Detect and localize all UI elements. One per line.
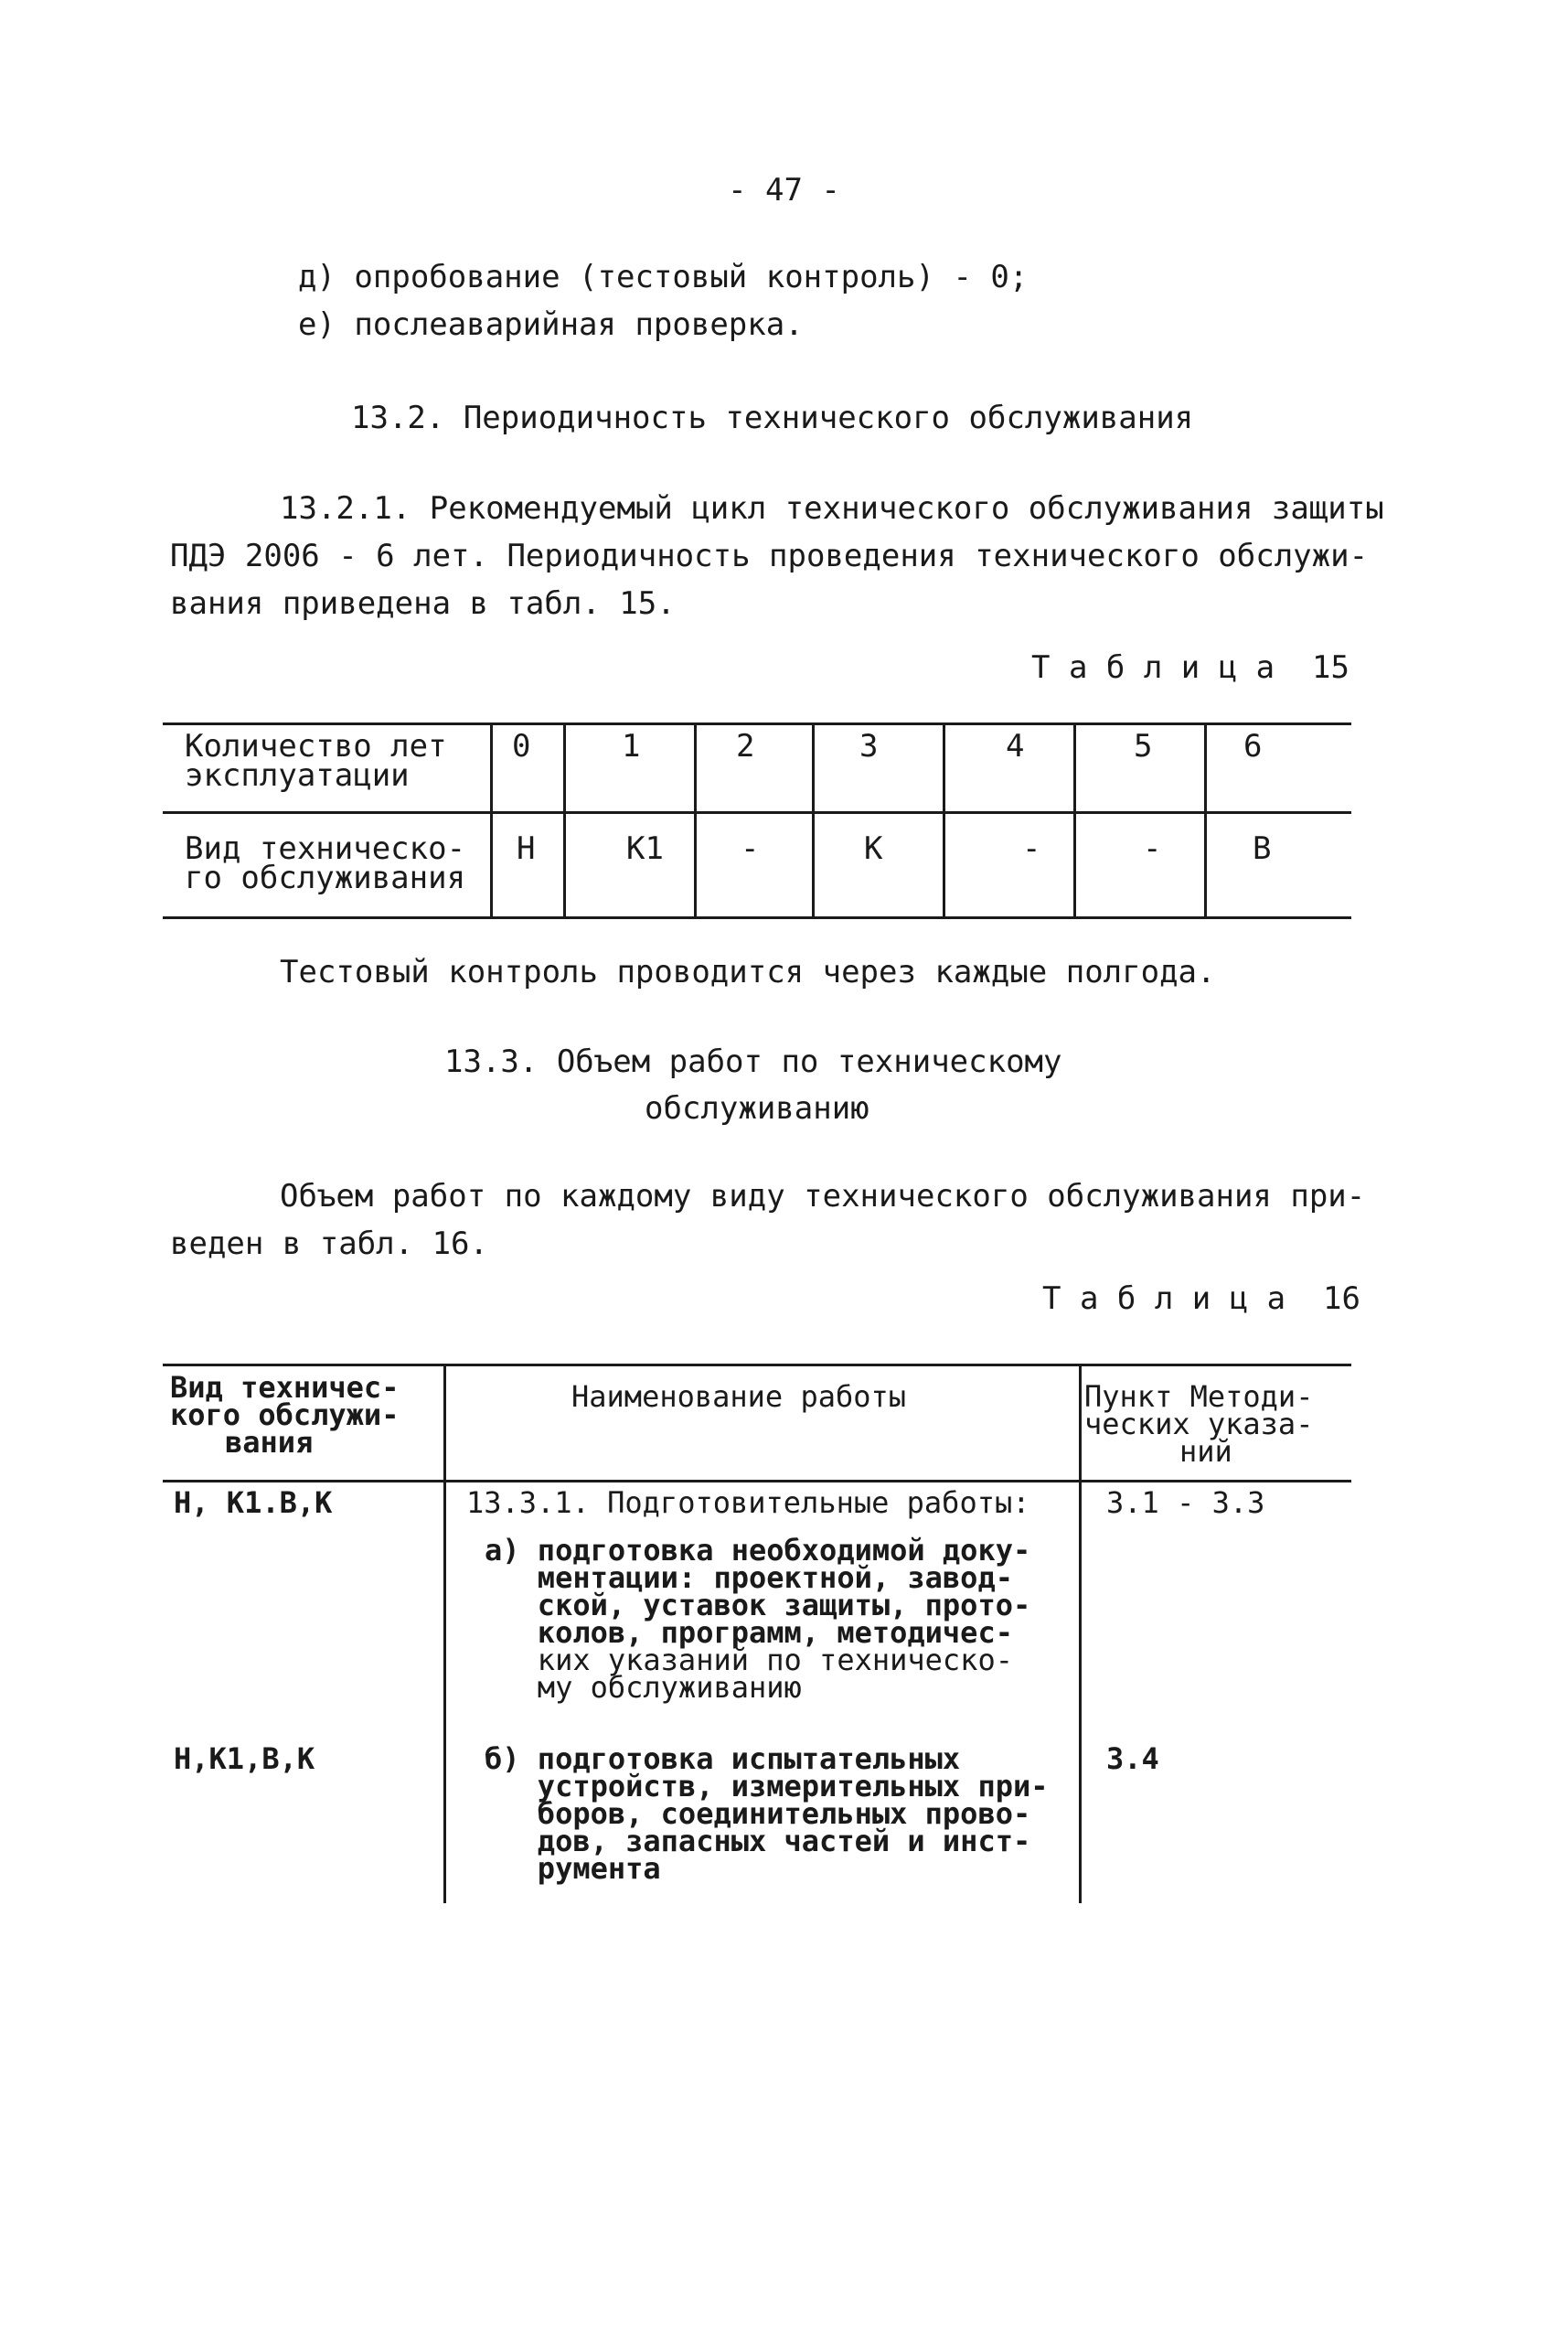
table-16-row2-work-line4: колов, программ, методичес-	[485, 1615, 1013, 1650]
table-16-row2-work-line6: му обслуживанию	[485, 1670, 802, 1705]
table-16-row3-type: Н,К1,В,К	[174, 1741, 315, 1776]
table-15-year-2: 2	[736, 728, 755, 765]
table-15-type-1: К1	[626, 830, 664, 867]
table-15-row1-label-line1: Количество лет	[185, 728, 447, 765]
table-15-type-2: -	[741, 830, 760, 867]
table-16-row2-work-line1: а) подготовка необходимой доку-	[485, 1533, 1031, 1568]
table-15-year-1: 1	[622, 728, 641, 765]
table-15-year-5: 5	[1134, 728, 1153, 765]
table-16-row3-work-line4: дов, запасных частей и инст-	[485, 1824, 1031, 1858]
table-16-row3-work-line3: боров, соединительных прово-	[485, 1796, 1031, 1831]
table-15-year-3: 3	[859, 728, 879, 765]
table-16-header-col2: Наименование работы	[571, 1379, 907, 1414]
paragraph-13-2-1-line3: вания приведена в табл. 15.	[170, 585, 676, 622]
table-16-header-col1-line2: кого обслужи-	[170, 1397, 400, 1432]
table-16-row2-work-line2: ментации: проектной, завод-	[485, 1560, 1013, 1595]
table-15-caption: Т а б л и ц а 15	[1031, 649, 1349, 686]
paragraph-13-2-1-line1: 13.2.1. Рекомендуемый цикл технического обслуживания защиты	[280, 490, 1384, 527]
section-13-3-heading-line1: 13.3. Объем работ по техническому	[444, 1044, 1062, 1080]
table-16-row1-point: 3.1 - 3.3	[1106, 1485, 1265, 1520]
list-item-d: д) опробование (тестовый контроль) - 0;	[298, 259, 1029, 295]
table-16-row3-work-line5: румента	[485, 1851, 661, 1886]
table-16-header-col1-line3: вания	[225, 1425, 314, 1460]
table-16-header-col1-line1: Вид техничес-	[170, 1370, 400, 1405]
table-15-row2-label-line1: Вид техническо-	[185, 830, 466, 867]
table-16-header-col3-line1: Пункт Методи-	[1084, 1379, 1314, 1414]
table-16-row1-type: Н, К1.В,К	[174, 1485, 333, 1520]
table-15-year-6: 6	[1243, 728, 1263, 765]
paragraph-13-2-1-line2: ПДЭ 2006 - 6 лет. Периодичность проведения технического обслужи-	[170, 538, 1369, 574]
table-15-row2-label-line2: го обслуживания	[185, 860, 466, 896]
table-15-type-6: В	[1253, 830, 1272, 867]
table-15-year-0: 0	[512, 728, 531, 765]
table-15-row1-label-line2: эксплуатации	[185, 757, 410, 794]
paragraph-13-3-line2: веден в табл. 16.	[170, 1226, 488, 1262]
table-16-row3-work-line2: устройств, измерительных при-	[485, 1769, 1049, 1803]
table-15-year-4: 4	[1006, 728, 1025, 765]
table-15-type-4: -	[1022, 830, 1041, 867]
list-item-e: е) послеаварийная проверка.	[298, 306, 804, 343]
table-16-row3-work-line1: б) подготовка испытательных	[485, 1741, 961, 1776]
paragraph-13-3-line1: Объем работ по каждому виду технического обслуживания при-	[280, 1178, 1366, 1215]
table-15-type-5: -	[1143, 830, 1162, 867]
table-16-header-col3-line2: ческих указа-	[1084, 1407, 1314, 1441]
table-16-header-col3-line3: ний	[1179, 1434, 1232, 1469]
test-control-note: Тестовый контроль проводится через каждые полгода.	[280, 954, 1216, 990]
table-16-row2-work-line5: ких указаний по техническо-	[485, 1643, 1013, 1677]
page-number: - 47 -	[728, 172, 840, 209]
section-13-3-heading-line2: обслуживанию	[645, 1090, 869, 1127]
section-13-2-heading: 13.2. Периодичность технического обслуживания	[351, 400, 1194, 436]
table-16-row3-point: 3.4	[1106, 1741, 1159, 1776]
table-16-row2-work-line3: ской, уставок защиты, прото-	[485, 1588, 1031, 1622]
table-15-type-3: К	[864, 830, 883, 867]
table-16-row1-work: 13.3.1. Подготовительные работы:	[466, 1485, 1030, 1520]
table-16-caption: Т а б л и ц а 16	[1042, 1280, 1360, 1317]
table-15-type-0: Н	[517, 830, 536, 867]
